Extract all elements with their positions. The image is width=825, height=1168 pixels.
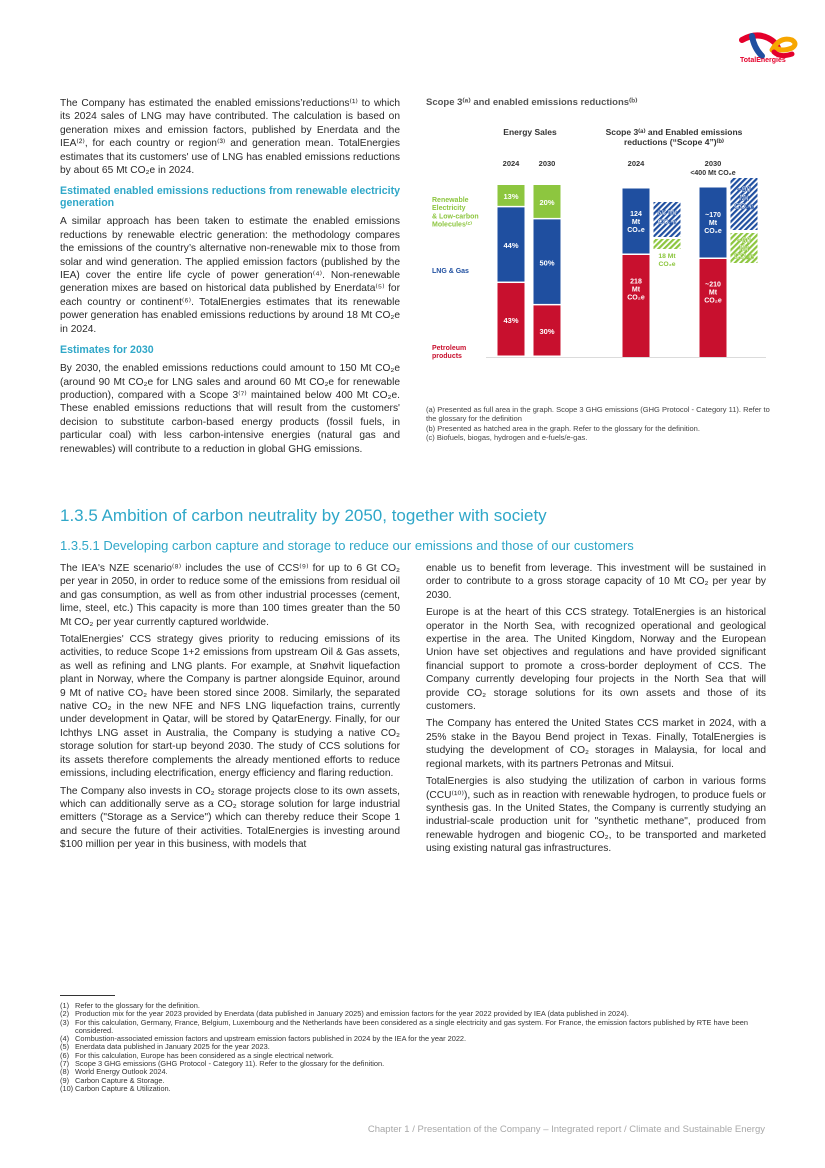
footnote: (5) Enerdata data published in January 2025 for the year 2023. (60, 1042, 270, 1052)
chart-note: (b) Presented as hatched area in the graph. Refer to the glossary for the definition. (426, 423, 700, 433)
bar-label: 65 Mt CO₂e (657, 208, 677, 226)
brand-name: TotalEnergies (740, 57, 786, 64)
emissions-chart (426, 112, 770, 402)
chart-note: (c) Biofuels, biogas, hydrogen and e-fuels/e-gas. (426, 432, 588, 442)
page-footer: Chapter 1 / Presentation of the Company – Integrated report / Climate and Sustainable Energy (367, 1124, 765, 1135)
footnote: (3) For this calculation, Germany, France, Belgium, Luxembourg and the Netherlands have been considered as a single electricity and gas system. For France, the emission factors published by RTE have been considered. (60, 1017, 749, 1035)
legend-label: Petroleum products (432, 345, 467, 361)
chart-notes (426, 405, 770, 442)
chart-title: Scope 3⁽ᵃ⁾ and enabled emissions reductions⁽ᵇ⁾ (426, 97, 638, 108)
year-label: 2030 (704, 159, 722, 168)
paragraph: The Company has estimated the enabled emissions’reductions⁽¹⁾ to which its 2024 sales of LNG may have contributed. The calculation is based on generation mixes and emission factors, published by Enerdata and the IEA⁽²⁾, for each country or region⁽³⁾ and generation mean. TotalEnergies estimates that its customers' use of LNG has enabled emissions reductions by about 65 Mt CO₂e in 2024. (60, 98, 400, 177)
bar-label: 50% (539, 258, 555, 268)
paragraph: TotalEnergies is also studying the utilization of carbon in various forms (CCU⁽¹⁰⁾), such as in reaction with renewable hydrogen, to produce fuels or synthesis gas. In the United States, the Company is currently studying an industrial-scale production unit for "synthetic methane", produced from renewable hydrogen and biogenic CO₂, to be transported and marketed using existing natural gas infrastructures. (426, 776, 766, 855)
bar-segment (623, 255, 650, 357)
bar-label: ~210 Mt CO₂e (704, 281, 722, 305)
bar-label: 13% (503, 192, 519, 202)
right-bottom-column (426, 562, 766, 860)
footnote: (7) Scope 3 GHG emissions (GHG Protocol - Category 11). Refer to the glossary for the definition. (60, 1059, 385, 1069)
bar-label: ~90 Mt CO₂e (733, 185, 755, 211)
footnote: (1) Refer to the glossary for the definition. (60, 1001, 200, 1010)
bar-label: ~60 Mt CO₂e (733, 236, 755, 261)
left-bottom-column (60, 562, 400, 856)
paragraph: TotalEnergies' CCS strategy gives priority to reducing emissions of its activities, to reduce Scope 1+2 emissions from upstream Oil & Gas assets, as well as refining and LNG plants. For example, at Snøhvit liquefaction plant in Norway, where the Company is partner alongside Equinor, around 9 Mt of native CO₂ have been stored since 2008. Similarly, the separated native CO₂ in the new NFE and NFS LNG liquefaction trains, currently under development in Qatar, will be stored by QatarEnergy. Finally, for our Ichthys LNG asset in Australia, the Company is studying a native CO₂ storage solution for start-up beyond 2030. The study of CCS solutions for its assets therefore complements the already mentioned efforts to reduce emissions, including electrification, energy efficiency and flaring reduction. (60, 634, 400, 780)
section-subtitle: 1.3.5.1 Developing carbon capture and storage to reduce our emissions and those of our customers (60, 538, 634, 553)
year-label: 2024 (502, 159, 520, 168)
legend-label: LNG & Gas (432, 268, 469, 275)
paragraph: The Company also invests in CO₂ storage projects close to its own assets, which can additionally serve as a CO₂ storage solution for large industrial emitters ("Storage as a Service") which can thereby reduce their Scope 1 and secure the future of their activities. TotalEnergies is investing around $100 million per year in this business, with models that (60, 785, 400, 851)
heading: Estimated enabled emissions reductions from renewable electricity generation (60, 185, 400, 210)
footnote: (4) Combustion-associated emission factors and upstream emission factors published in 2024 by the IEA for the year 2022. (60, 1034, 467, 1044)
section-title: 1.3.5 Ambition of carbon neutrality by 2050, together with society (60, 506, 547, 525)
scope-annotation: <400 Mt CO₂e (690, 170, 736, 177)
paragraph: The Company has entered the United States CCS market in 2024, with a 25% stake in the Bayou Bend project in Texas. Finally, TotalEnergies is studying the development of CO₂ storages in Malaysia, for local and regional markets, with its partners Petronas and Mitsui. (426, 718, 766, 770)
footnote: (10) Carbon Capture & Utilization. (60, 1083, 171, 1093)
bar-label: 43% (503, 316, 519, 326)
paragraph: A similar approach has been taken to estimate the enabled emissions reductions by renewable electric generation: the methodology compares the emissions of the country’s alternative non-renewable mix to those from solar and wind generation. The applied emission factors (published by the IEA) cover the entire life cycle of power generation⁽⁴⁾. Non-renewable generation mixes are based on historical data published by Enerdata⁽⁵⁾ for each country or continent⁽⁶⁾. TotalEnergies estimates that its renewable power generation has enabled emissions reductions by around 18 Mt CO₂e in 2024. (60, 216, 400, 335)
chart-note: (a) Presented as full area in the graph. Scope 3 GHG emissions (GHG Protocol - Category 11). Refer to the glossary for the definition (426, 405, 770, 424)
group-title: Scope 3⁽ᵃ⁾ and Enabled emissions reductions (“Scope 4”)⁽ᵇ⁾ (605, 127, 743, 147)
bar-label: 124 Mt CO₂e (627, 210, 645, 234)
bar-label: 20% (539, 198, 555, 208)
heading: Estimates for 2030 (60, 344, 154, 357)
footnotes (60, 1002, 768, 1093)
bar-label: ~170 Mt CO₂e (704, 211, 722, 235)
footnote: (8) World Energy Outlook 2024. (60, 1067, 168, 1077)
group-title: Energy Sales (503, 127, 557, 137)
paragraph: The IEA's NZE scenario⁽⁸⁾ includes the use of CCS⁽⁹⁾ for up to 6 Gt CO₂ per year in 2050, in order to reduce some of the emissions from residual oil and gas consumption, as well as from other industrial processes (cement, lime, steel, etc.) This capacity is more than 100 times greater than the 50 Mt CO₂ per year currently captured worldwide. (60, 563, 400, 628)
year-label: 2024 (627, 159, 645, 168)
footnote: (9) Carbon Capture & Storage. (60, 1075, 165, 1085)
paragraph: enable us to benefit from leverage. This investment will be sustained in order to contribute to a gross storage capacity of 10 Mt CO₂ per year by 2030. (426, 563, 766, 601)
bar-label: 44% (503, 241, 519, 251)
bar-segment (700, 259, 727, 357)
bar-label: 18 Mt CO₂e (658, 253, 676, 268)
footnote-rule (60, 995, 115, 996)
paragraph: Europe is at the heart of this CCS strategy. TotalEnergies is an historical operator in the North Sea, with recognized operational and geological expertise in the area. The United Kingdom, Norway and the European Union have set objectives and regulations and have provided significant financial support to promote a cross-border deployment of CCS. The Company currently developing four projects in the North Sea that will provide CO₂ storage solutions for its own assets and those of its customers. (426, 607, 766, 713)
left-top-column (60, 97, 400, 460)
footnote: (6) For this calculation, Europe has been considered as a single electrical network. (60, 1050, 334, 1060)
year-label: 2030 (538, 159, 556, 168)
legend-label: Renewable Electricity & Low-carbon Molecules⁽ᶜ⁾ (432, 197, 479, 229)
paragraph: By 2030, the enabled emissions reductions could amount to 150 Mt CO₂e (around 90 Mt CO₂e for LNG sales and around 60 Mt CO₂e for renewable production), compared with a Scope 3⁽⁷⁾ maintained below 400 Mt CO₂e. These enabled emissions reductions that will result from the customers' decision to substitute carbon-based energy products (fossil fuels, in particular coal) with less carbon-intensive energies (natural gas and renewables) will contribute to a reduction in global GHG emissions. (60, 363, 400, 455)
bar-label: 218 Mt CO₂e (627, 278, 645, 302)
bar-label: 30% (539, 327, 555, 337)
reduction-segment (654, 239, 681, 249)
footnote: (2) Production mix for the year 2023 provided by Enerdata (data published in January 2025) and emission factors for the year 2022 provided by IEA (data published in 2024). (60, 1009, 629, 1019)
